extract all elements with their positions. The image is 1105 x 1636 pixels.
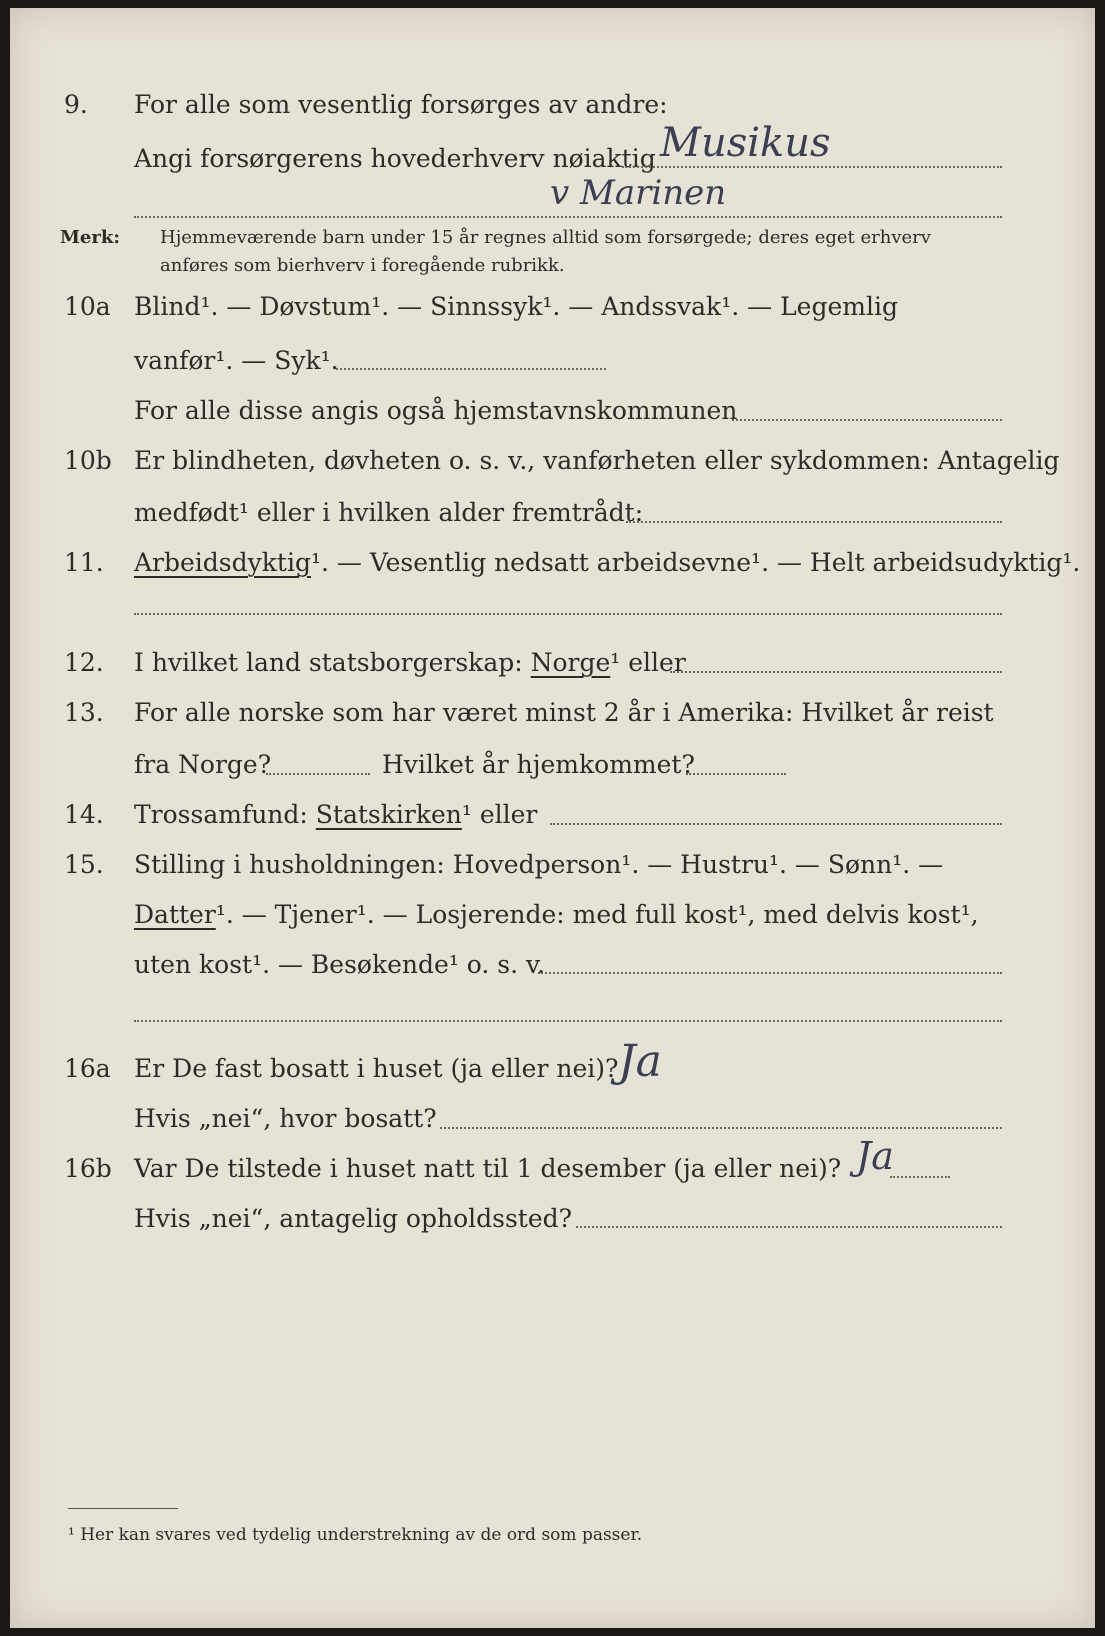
q12-eller: ¹ eller [610,648,686,677]
q14-answer-line [550,823,1002,825]
q9-handwritten-answer1: Musikus [660,120,831,166]
q15-datter-underlined: Datter [134,900,216,929]
q14-eller: ¹ eller [461,800,538,829]
q15-answer-line1 [538,972,1002,974]
q13-line2a: fra Norge? [134,750,272,779]
merk-label: Merk: [60,227,120,248]
q16a-line2: Hvis „nei“, hvor bosatt? [134,1104,437,1133]
q9-answer-line2 [134,216,1002,218]
q14-number: 14. [64,800,104,829]
q16b-handwritten-answer: Ja [856,1134,894,1178]
q12-answer-line [670,671,1002,673]
q12-norge-underlined: Norge [530,648,611,677]
footnote: ¹ Her kan svares ved tydelig understrekning av de ord som passer. [68,1525,643,1545]
q13-number: 13. [64,698,104,727]
q10b-number: 10b [64,446,112,475]
q12-question: I hvilket land statsborgerskap: [134,648,523,677]
q16a-handwritten-answer: Ja [618,1036,662,1087]
q16b-number: 16b [64,1154,112,1183]
q14-statskirken-underlined: Statskirken [315,800,462,829]
q16a-line1: Er De fast bosatt i huset (ja eller nei)? [134,1054,619,1083]
q10a-syk-line [336,368,606,370]
q10b-line2: medfødt¹ eller i hvilken alder fremtrådt: [134,498,644,527]
q16b-line2: Hvis „nei“, antagelig opholdssted? [134,1204,573,1233]
census-form-page [10,8,1095,1628]
q15-line2-rest: ¹. — Tjener¹. — Losjerende: med full kost¹, med delvis kost¹, [215,900,979,929]
q15-line3: uten kost¹. — Besøkende¹ o. s. v. [134,950,546,979]
q10a-kommune-line [732,419,1002,421]
q16b-answer-line [890,1176,950,1178]
q15-answer-line2 [134,1020,1002,1022]
q11-number: 11. [64,548,104,577]
q16b-opholdssted-line [576,1226,1002,1228]
merk-line1: Hjemmeværende barn under 15 år regnes alltid som forsørgede; deres eget erhverv [160,227,931,248]
q13-hjem-line [686,773,786,775]
q10b-answer-line [626,521,1002,523]
q9-handwritten-answer2: v Marinen [550,173,727,213]
q11-arbeidsdyktig-underlined: Arbeidsdyktig [134,548,311,577]
q11-line [134,548,1080,577]
q15-line2 [134,900,979,929]
merk-line2: anføres som bierhverv i foregående rubrikk. [160,255,565,276]
q16a-answer-line [440,1127,1002,1129]
q15-number: 15. [64,850,104,879]
q10b-line1: Er blindheten, døvheten o. s. v., vanførheten eller sykdommen: Antagelig [134,446,1060,475]
q10a-line1: Blind¹. — Døvstum¹. — Sinnssyk¹. — Andssvak¹. — Legemlig [134,292,898,321]
q10a-line3: For alle disse angis også hjemstavnskommunen [134,396,738,425]
q13-reist-line [266,773,370,775]
q12-number: 12. [64,648,104,677]
q10a-number: 10a [64,292,111,321]
q11-rest: ¹. — Vesentlig nedsatt arbeidsevne¹. — Helt arbeidsudyktig¹. [310,548,1081,577]
q16b-line1: Var De tilstede i huset natt til 1 desember (ja eller nei)? [134,1154,842,1183]
q16a-number: 16a [64,1054,111,1083]
footnote-rule [68,1508,178,1509]
q12-line [134,648,686,677]
q9-line1: For alle som vesentlig forsørges av andre: [134,90,668,119]
q14-question: Trossamfund: [134,800,308,829]
q13-line2b: Hvilket år hjemkommet? [382,750,695,779]
q9-line2: Angi forsørgerens hovederhverv nøiaktig [134,144,656,173]
q11-answer-line [134,613,1002,615]
q13-line1: For alle norske som har været minst 2 år i Amerika: Hvilket år reist [134,698,994,727]
q9-number: 9. [64,90,88,119]
q9-answer-line1 [622,166,1002,168]
q15-line1: Stilling i husholdningen: Hovedperson¹. — Hustru¹. — Sønn¹. — [134,850,944,879]
q14-line [134,800,537,829]
q10a-line2: vanfør¹. — Syk¹. [134,346,339,375]
